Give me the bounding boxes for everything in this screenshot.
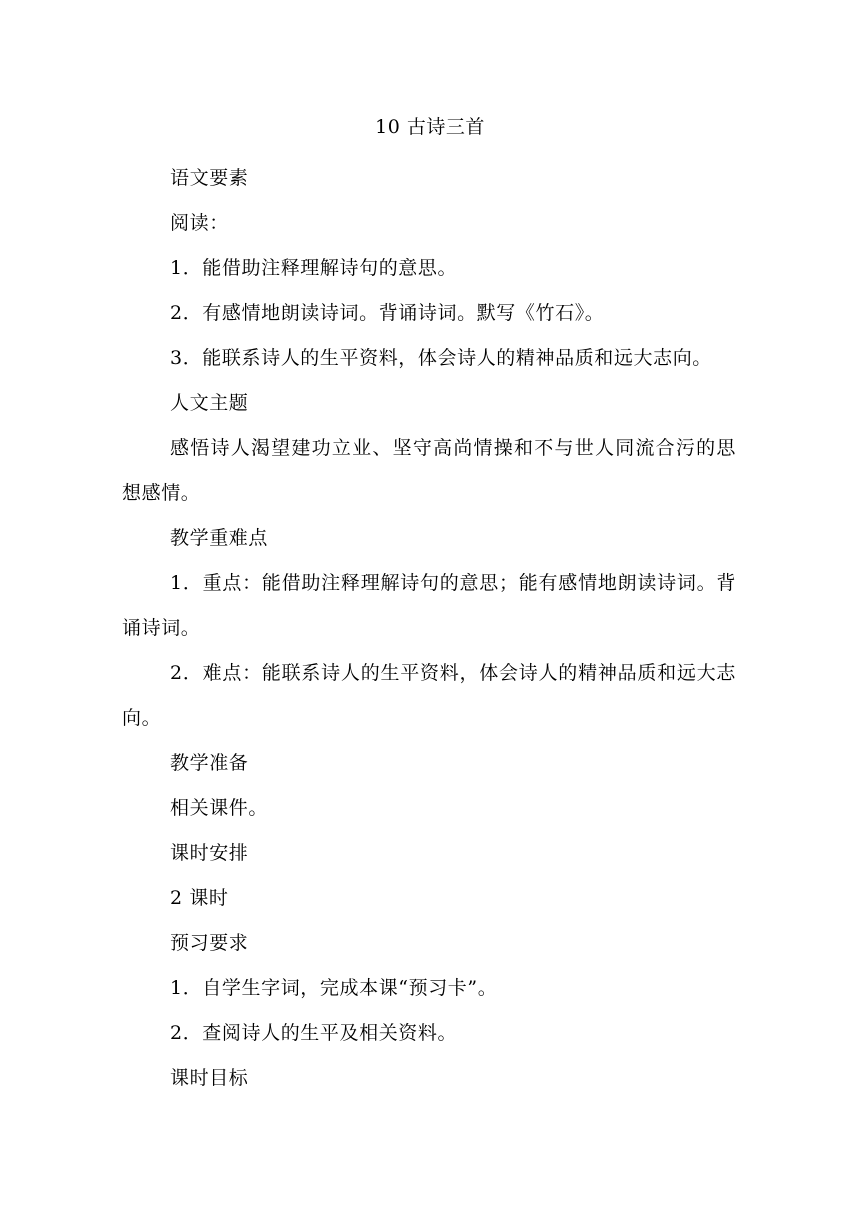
document-title: 10 古诗三首 <box>375 116 485 138</box>
preview-requirement-1: 1．自学生字词，完成本课“预习卡”。 <box>170 977 498 999</box>
reading-goal-3: 3．能联系诗人的生平资料，体会诗人的精神品质和远大志向。 <box>170 347 712 369</box>
document-body <box>122 156 736 1101</box>
key-point: 1．重点：能借助注释理解诗句的意思；能有感情地朗读诗词。背诵诗词。 <box>122 572 736 639</box>
heading-key-difficult-points: 教学重难点 <box>170 527 269 549</box>
heading-preview-requirements: 预习要求 <box>170 932 249 954</box>
heading-class-schedule: 课时安排 <box>170 842 249 864</box>
heading-language-elements: 语文要素 <box>170 167 249 189</box>
reading-goal-2: 2．有感情地朗读诗词。背诵诗词。默写《竹石》。 <box>170 302 605 324</box>
teaching-preparation-text: 相关课件。 <box>170 797 269 819</box>
humanistic-theme-text: 感悟诗人渴望建功立业、坚守高尚情操和不与世人同流合污的思想感情。 <box>122 437 736 504</box>
reading-goal-1: 1．能借助注释理解诗句的意思。 <box>170 257 458 279</box>
heading-humanistic-theme: 人文主题 <box>170 392 249 414</box>
preview-requirement-2: 2．查阅诗人的生平及相关资料。 <box>170 1022 458 1044</box>
heading-class-objectives: 课时目标 <box>170 1067 249 1089</box>
heading-teaching-preparation: 教学准备 <box>170 752 249 774</box>
class-schedule-text: 2 课时 <box>170 887 229 909</box>
label-reading: 阅读： <box>170 212 229 234</box>
difficult-point: 2．难点：能联系诗人的生平资料，体会诗人的精神品质和远大志向。 <box>122 662 736 729</box>
